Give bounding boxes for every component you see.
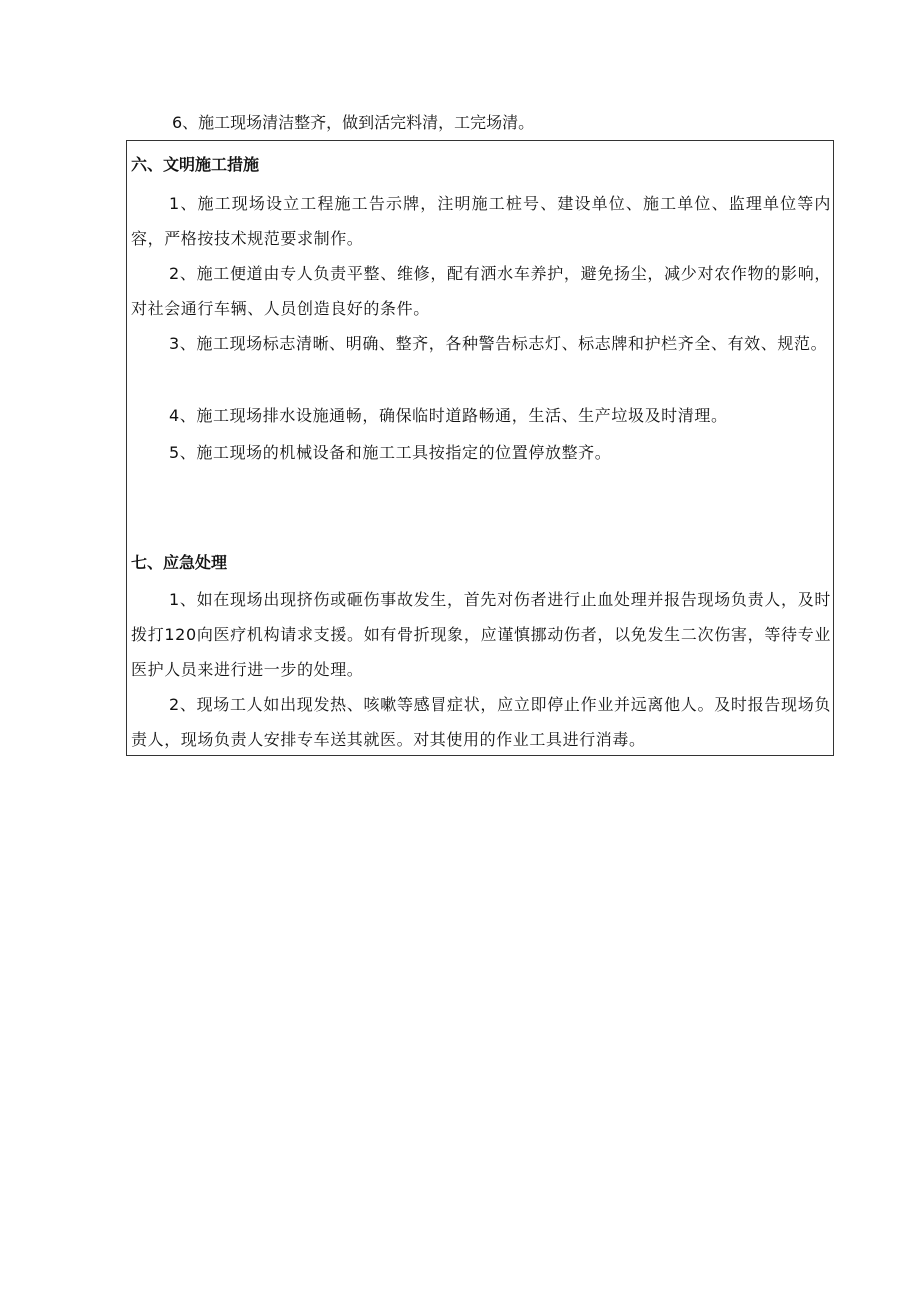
list-item: 1、如在现场出现挤伤或砸伤事故发生，首先对伤者进行止血处理并报告现场负责人，及时拨打120向医疗机构请求支援。如有骨折现象，应谨慎挪动伤者，以免发生二次伤害，等待专业医护人员来进行进一步的处理。 xyxy=(131,590,831,679)
list-item: 2、现场工人如出现发热、咳嗽等感冒症状，应立即停止作业并远离他人。及时报告现场负责人，现场负责人安排专车送其就医。对其使用的作业工具进行消毒。 xyxy=(131,695,831,749)
list-item: 1、施工现场设立工程施工告示牌，注明施工桩号、建设单位、施工单位、监理单位等内容，严格按技术规范要求制作。 xyxy=(131,194,831,248)
list-item-6: 6、施工现场清洁整齐，做到活完料清，工完场清。 xyxy=(172,113,535,132)
list-item: 4、施工现场排水设施通畅，确保临时道路畅通，生活、生产垃圾及时清理。 xyxy=(169,406,728,425)
list-item: 3、施工现场标志清晰、明确、整齐，各种警告标志灯、标志牌和护栏齐全、有效、规范。 xyxy=(169,334,828,353)
section-heading-emergency: 七、应急处理 xyxy=(131,553,228,572)
list-item: 2、施工便道由专人负责平整、维修，配有洒水车养护，避免扬尘，减少对农作物的影响，对社会通行车辆、人员创造良好的条件。 xyxy=(131,264,831,318)
content-table xyxy=(126,140,834,756)
list-item: 5、施工现场的机械设备和施工工具按指定的位置停放整齐。 xyxy=(169,443,612,462)
section-heading-civilized-construction: 六、文明施工措施 xyxy=(131,155,260,174)
